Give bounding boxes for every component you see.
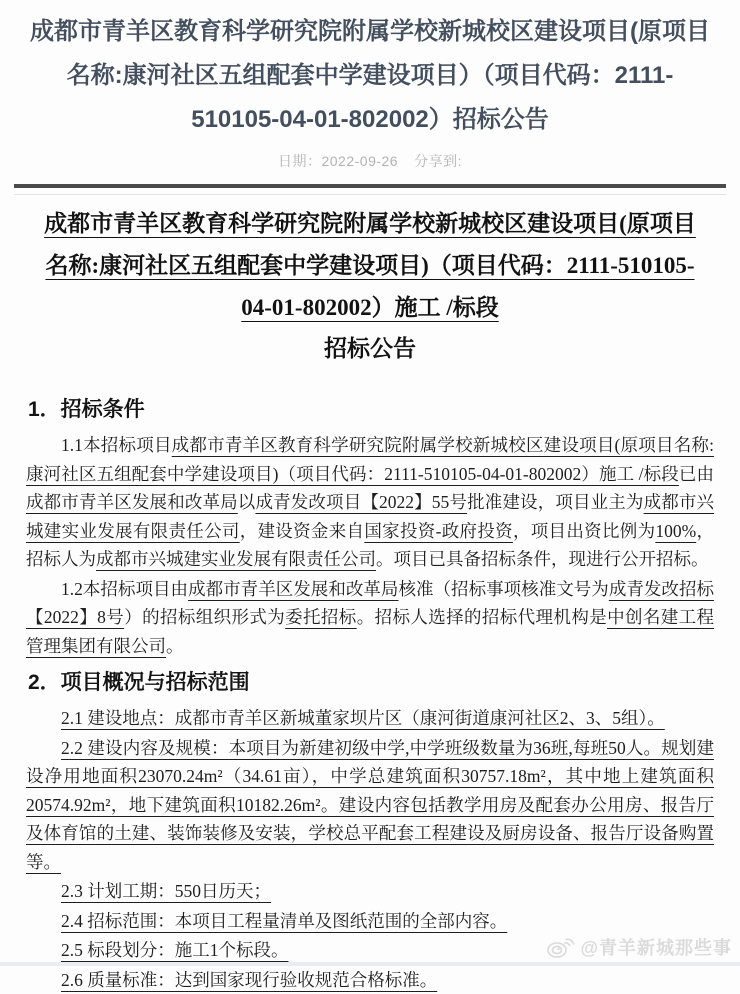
underlined-text-segment: 委托招标 <box>285 607 357 627</box>
paragraph-2-1 <box>26 704 714 733</box>
share-link[interactable]: 分享到: <box>414 153 462 169</box>
text-segment: 。项目已具备招标条件，现进行公开招标。 <box>376 549 709 569</box>
document-title <box>0 195 740 369</box>
underlined-text-segment: 2.1 建设地点：成都市青羊区新城董家坝片区（康河街道康河社区2、3、5组）。 <box>61 708 665 728</box>
footer-strip <box>0 962 740 966</box>
text-segment: 1.1本招标项目 <box>61 435 172 455</box>
text-segment: 1.2本招标项目由 <box>61 579 188 599</box>
text-segment: 以 <box>238 492 256 512</box>
paragraph-2-5 <box>26 936 714 965</box>
paragraph-1-1 <box>26 431 714 574</box>
date-value: 2022-09-26 <box>321 153 398 169</box>
paragraph-2-6 <box>26 966 714 994</box>
underlined-text-segment: 中创名建工程管理集团有限公司 <box>26 607 714 656</box>
text-segment: ，建设资金来自 <box>240 521 365 541</box>
underlined-text-segment: 成都市青羊区发展和改革局 <box>26 492 238 512</box>
text-segment: ，招标人为 <box>26 521 714 570</box>
text-segment: 已由 <box>679 464 714 484</box>
date-share-row <box>0 151 740 171</box>
text-segment: 批准建设，项目业主为 <box>467 492 644 512</box>
underlined-text-segment: 2.2 建设内容及规模：本项目为新建初级中学,中学班级数量为36班,每班50人。规划建设净用地面积23070.24m²（34.61亩），中学总建筑面积30757.18m²，其中地上建筑面积20574.92m²，地下建筑面积10182.26m²。建设内容包括教学用房及配套办公用房、报告厅及体育馆的土建、装饰装修及安装，学校总平配套工程建设及厨房设备、报告厅设备购置等。 <box>26 738 714 872</box>
underlined-text-segment: 成都市青羊区发展和改革局 <box>188 579 398 599</box>
date-label: 日期： <box>278 153 322 169</box>
paragraph-1-2 <box>26 575 714 661</box>
text-segment: 。招标人选择的招标代理机构是 <box>357 607 607 627</box>
paragraph-2-4 <box>26 907 714 936</box>
divider-dark <box>14 184 726 188</box>
document-title-underlined: 成都市青羊区教育科学研究院附属学校新城校区建设项目(原项目名称:康河社区五组配套中学建设项目)（项目代码：2111-510105-04-01-802002）施工 /标段 <box>44 211 696 320</box>
section-heading-1: 1．招标条件 <box>28 395 712 425</box>
text-segment: 。 <box>166 636 184 656</box>
watermark-handle: @青羊新城那些事 <box>580 934 732 960</box>
underlined-text-segment: 成都市兴城建实业发展有限责任公司 <box>26 492 714 541</box>
underlined-text-segment: 2.3 计划工期：550日历天； <box>61 881 271 901</box>
page-title: 成都市青羊区教育科学研究院附属学校新城校区建设项目(原项目名称:康河社区五组配套中学建设项目）（项目代码：2111-510105-04-01-802002）招标公告 <box>0 0 740 142</box>
underlined-text-segment: 2.5 标段划分：施工1个标段。 <box>61 940 289 960</box>
document-subtitle: 招标公告 <box>42 329 698 369</box>
text-segment: ）的招标组织形式为 <box>124 607 285 627</box>
underlined-text-segment: 成都市兴城建实业发展有限责任公司 <box>96 549 376 569</box>
paragraph-2-2 <box>26 734 714 877</box>
paragraph-2-3 <box>26 877 714 906</box>
underlined-text-segment: 2.4 招标范围：本项目工程量清单及图纸范围的全部内容。 <box>61 911 507 931</box>
underlined-text-segment: 国家投资-政府投资 <box>364 521 513 541</box>
section-heading-2: 2．项目概况与招标范围 <box>28 668 712 698</box>
underlined-text-segment: 2.6 质量标准：达到国家现行验收规范合格标准。 <box>61 970 437 990</box>
text-segment: 核准（招标事项核准文号为 <box>398 579 608 599</box>
underlined-text-segment: 100% <box>655 521 696 541</box>
underlined-text-segment: 成都市青羊区教育科学研究院附属学校新城校区建设项目(原项目名称:康河社区五组配套中学建设项目)（项目代码：2111-510105-04-01-802002）施工 /标段 <box>26 435 714 484</box>
underlined-text-segment: 成青发改招标【2022】8号 <box>26 579 714 628</box>
underlined-text-segment: 成青发改项目【2022】55号 <box>255 492 467 512</box>
text-segment: ，项目出资比例为 <box>513 521 655 541</box>
